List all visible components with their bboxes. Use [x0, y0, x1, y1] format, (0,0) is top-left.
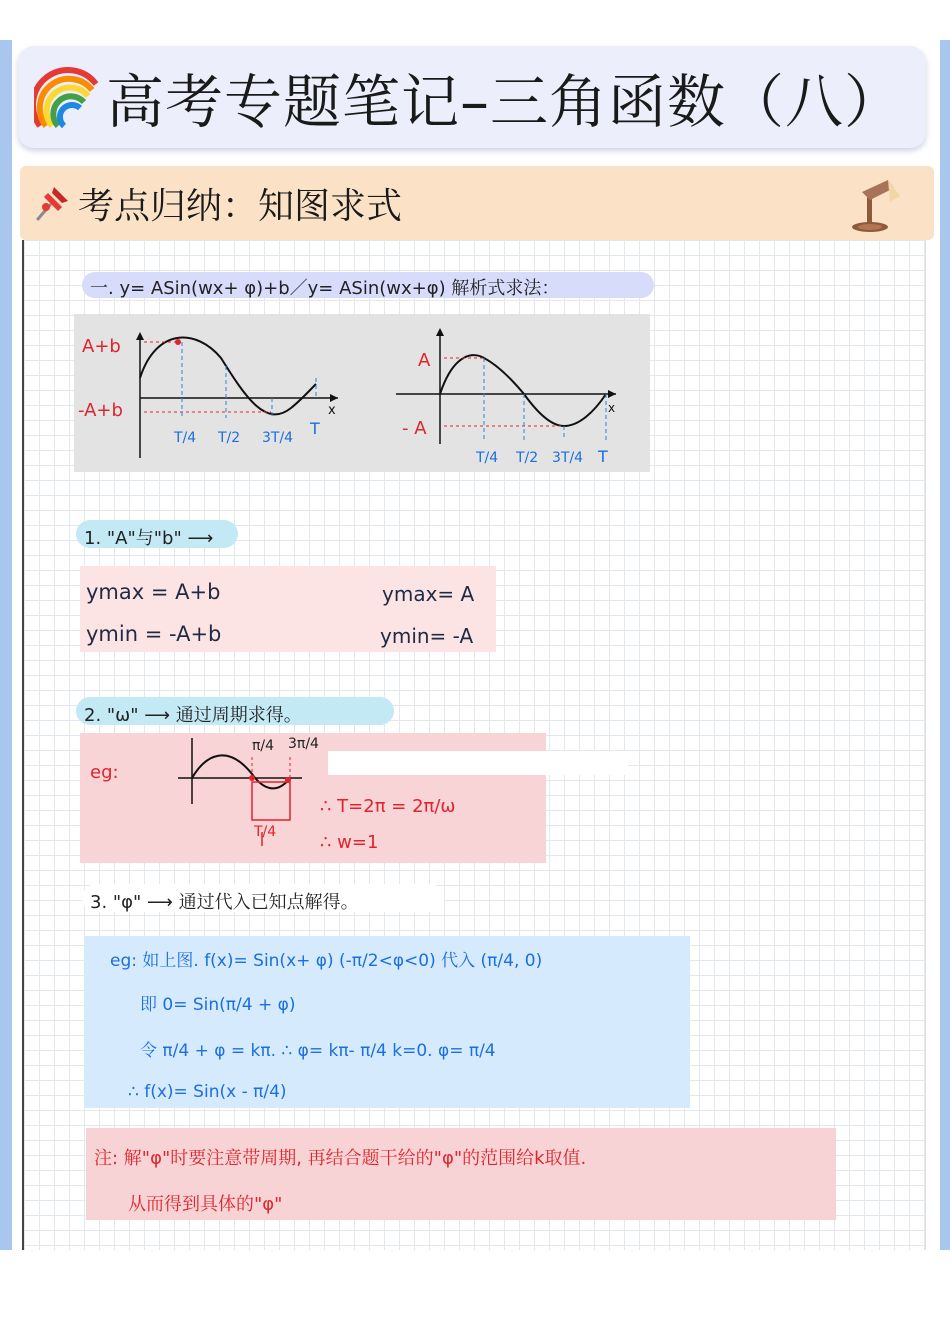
left-tick-t2: T/2: [218, 430, 241, 446]
left-tick-t4: T/4: [174, 430, 197, 446]
right-x-label: x: [608, 401, 616, 415]
y-axis-arrow: [436, 328, 444, 336]
step2-tick-pi4: π/4: [252, 738, 275, 754]
left-y-top-label: A+b: [82, 336, 121, 357]
right-y-bottom-label: - A: [402, 418, 427, 439]
section-bar: [20, 166, 934, 240]
x-axis-arrow: [608, 390, 616, 398]
step2-tick-t4: T/4: [254, 824, 277, 840]
step1-left-min: ymin = -A+b: [86, 622, 222, 646]
desk-lamp-icon: [848, 172, 902, 234]
bottom-blank: [0, 1250, 950, 1341]
step3-label: 3. "φ" ⟶ 通过代入已知点解得。: [90, 892, 359, 913]
step2-label: 2. "ω" ⟶ 通过周期求得。: [84, 705, 302, 726]
left-x-label: x: [328, 403, 336, 418]
left-sine-graph: [76, 318, 346, 468]
step3-line3: 令 π/4 + φ = kπ. ∴ φ= kπ- π/4 k=0. φ= π/4: [140, 1041, 496, 1061]
formula-heading: 一. y= ASin(wx+ φ)+b／y= ASin(wx+φ) 解析式求法：: [90, 278, 560, 299]
max-point: [175, 339, 181, 345]
y-axis-arrow: [136, 332, 144, 340]
step2-line2: ∴ w=1: [320, 832, 379, 853]
page-title: 高考专题笔记–三角函数（八）: [106, 68, 904, 136]
step3-line2: 即 0= Sin(π/4 + φ): [140, 995, 296, 1015]
right-frame-border: [940, 40, 950, 1252]
right-sine-graph: [384, 322, 644, 472]
section-title: 考点归纳：知图求式: [78, 185, 403, 227]
notes-page: [22, 240, 926, 1250]
rainbow-icon: [34, 64, 100, 130]
step2-eg-label: eg:: [90, 762, 119, 783]
pushpin-icon: [32, 183, 72, 223]
step2-tick-3pi4: 3π/4: [288, 736, 319, 752]
x-axis-arrow: [330, 394, 338, 402]
step1-label: 1. "A"与"b" ⟶: [84, 528, 214, 549]
right-y-top-label: A: [418, 350, 431, 371]
right-tick-t: T: [598, 447, 608, 466]
step3-line1: eg: 如上图. f(x)= Sin(x+ φ) (-π/2<φ<0) 代入 (π/4, 0): [110, 951, 543, 971]
step1-right-max: ymax= A: [382, 582, 475, 606]
right-tick-3t4: 3T/4: [552, 450, 584, 466]
note-line1: 注: 解"φ"时要注意带周期, 再结合题干给的"φ"的范围给k取值.: [94, 1148, 587, 1169]
note-line2: 从而得到具体的"φ": [128, 1194, 283, 1215]
step2-sine-graph: [172, 734, 322, 864]
right-tick-t4: T/4: [476, 450, 499, 466]
left-tick-t: T: [310, 419, 320, 438]
step1-left-max: ymax = A+b: [86, 580, 221, 604]
step1-right-min: ymin= -A: [380, 624, 474, 648]
step2-line1: ∴ T=2π = 2π/ω: [320, 796, 456, 817]
left-y-bottom-label: -A+b: [78, 400, 123, 421]
step2-blank-strip: [328, 751, 628, 775]
right-tick-t2: T/2: [516, 450, 539, 466]
left-tick-3t4: 3T/4: [262, 430, 294, 446]
title-card: [18, 46, 926, 148]
step3-line4: ∴ f(x)= Sin(x - π/4): [128, 1082, 287, 1102]
left-frame-border: [0, 40, 12, 1252]
